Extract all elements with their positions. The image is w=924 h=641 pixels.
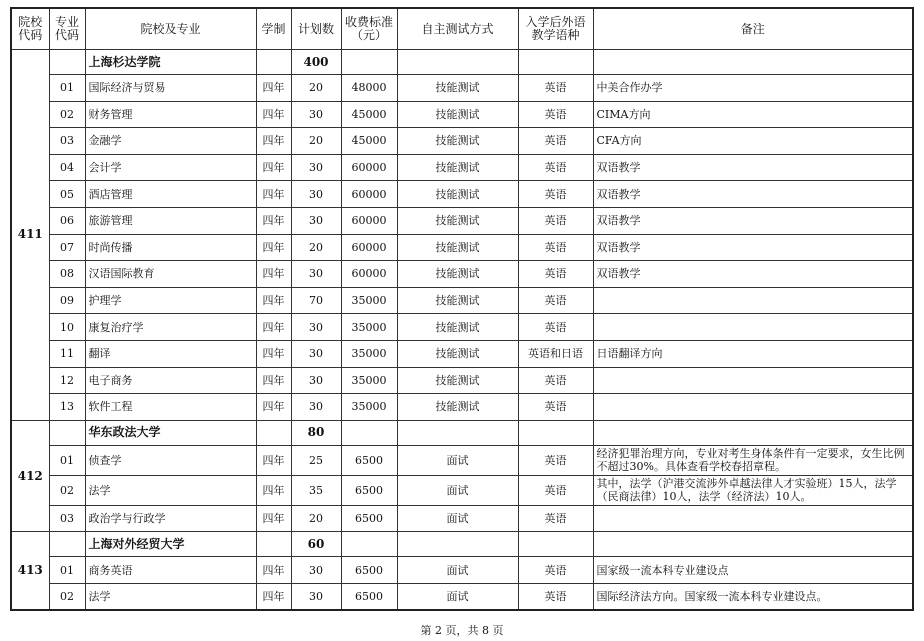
major-code: 01 — [49, 445, 85, 475]
major-name: 护理学 — [85, 287, 256, 314]
test-method: 技能测试 — [397, 287, 518, 314]
plan-count: 70 — [291, 287, 341, 314]
plan-count: 30 — [291, 394, 341, 421]
major-name: 会计学 — [85, 154, 256, 181]
major-row — [11, 101, 913, 128]
school-plan: 80 — [291, 420, 341, 445]
major-name: 翻译 — [85, 340, 256, 367]
test-method: 技能测试 — [397, 261, 518, 288]
test-method: 技能测试 — [397, 234, 518, 261]
plan-count: 30 — [291, 207, 341, 234]
note: 国家级一流本科专业建设点 — [593, 557, 913, 584]
major-name: 法学 — [85, 583, 256, 610]
cell — [49, 50, 85, 75]
major-row — [11, 314, 913, 341]
major-name: 软件工程 — [85, 394, 256, 421]
major-code: 01 — [49, 557, 85, 584]
school-code: 412 — [11, 420, 49, 532]
plan-count: 20 — [291, 505, 341, 532]
language: 英语 — [518, 181, 593, 208]
tuition: 35000 — [341, 340, 397, 367]
column-header: 自主测试方式 — [397, 8, 518, 50]
test-method: 技能测试 — [397, 128, 518, 155]
school-name: 上海杉达学院 — [85, 50, 256, 75]
major-code: 05 — [49, 181, 85, 208]
duration: 四年 — [256, 367, 291, 394]
major-name: 电子商务 — [85, 367, 256, 394]
tuition: 60000 — [341, 154, 397, 181]
major-code: 07 — [49, 234, 85, 261]
language: 英语 — [518, 207, 593, 234]
school-row — [11, 50, 913, 75]
school-plan: 400 — [291, 50, 341, 75]
cell — [341, 50, 397, 75]
duration: 四年 — [256, 75, 291, 102]
duration: 四年 — [256, 340, 291, 367]
major-row — [11, 367, 913, 394]
major-code: 06 — [49, 207, 85, 234]
major-row — [11, 128, 913, 155]
language: 英语 — [518, 557, 593, 584]
cell — [593, 420, 913, 445]
cell — [518, 532, 593, 557]
major-name: 财务管理 — [85, 101, 256, 128]
language: 英语 — [518, 505, 593, 532]
school-name: 上海对外经贸大学 — [85, 532, 256, 557]
test-method: 面试 — [397, 557, 518, 584]
note: 国际经济法方向。国家级一流本科专业建设点。 — [593, 583, 913, 610]
tuition: 6500 — [341, 505, 397, 532]
plan-count: 35 — [291, 475, 341, 505]
column-header: 备注 — [593, 8, 913, 50]
test-method: 技能测试 — [397, 340, 518, 367]
cell — [593, 532, 913, 557]
school-name: 华东政法大学 — [85, 420, 256, 445]
cell — [397, 50, 518, 75]
language: 英语 — [518, 234, 593, 261]
test-method: 面试 — [397, 583, 518, 610]
note: 经济犯罪治理方向，专业对考生身体条件有一定要求，女生比例不超过30%。具体查看学校春招章程。 — [593, 445, 913, 475]
test-method: 面试 — [397, 475, 518, 505]
tuition: 60000 — [341, 234, 397, 261]
duration: 四年 — [256, 557, 291, 584]
cell — [397, 420, 518, 445]
plan-count: 30 — [291, 181, 341, 208]
cell — [593, 50, 913, 75]
major-code: 02 — [49, 475, 85, 505]
major-row — [11, 340, 913, 367]
test-method: 技能测试 — [397, 314, 518, 341]
major-name: 酒店管理 — [85, 181, 256, 208]
plan-count: 30 — [291, 557, 341, 584]
plan-count: 30 — [291, 340, 341, 367]
column-header: 学制 — [256, 8, 291, 50]
note: 双语教学 — [593, 234, 913, 261]
duration: 四年 — [256, 181, 291, 208]
cell — [518, 420, 593, 445]
column-header: 院校代码 — [11, 8, 49, 50]
major-row — [11, 75, 913, 102]
major-code: 02 — [49, 101, 85, 128]
page-footer: 第 2 页，共 8 页 — [420, 624, 504, 637]
school-row — [11, 420, 913, 445]
duration: 四年 — [256, 505, 291, 532]
major-name: 侦查学 — [85, 445, 256, 475]
school-row — [11, 532, 913, 557]
tuition: 6500 — [341, 475, 397, 505]
major-row — [11, 505, 913, 532]
note: CFA方向 — [593, 128, 913, 155]
major-code: 09 — [49, 287, 85, 314]
tuition: 6500 — [341, 557, 397, 584]
tuition: 35000 — [341, 367, 397, 394]
plan-count: 30 — [291, 261, 341, 288]
cell — [256, 420, 291, 445]
test-method: 面试 — [397, 505, 518, 532]
duration: 四年 — [256, 101, 291, 128]
language: 英语 — [518, 154, 593, 181]
language: 英语 — [518, 475, 593, 505]
major-code: 02 — [49, 583, 85, 610]
school-code: 413 — [11, 532, 49, 610]
major-row — [11, 181, 913, 208]
cell — [341, 420, 397, 445]
plan-count: 30 — [291, 154, 341, 181]
plan-count: 30 — [291, 583, 341, 610]
note: 日语翻译方向 — [593, 340, 913, 367]
school-plan: 60 — [291, 532, 341, 557]
column-header: 专业代码 — [49, 8, 85, 50]
language: 英语 — [518, 261, 593, 288]
test-method: 技能测试 — [397, 367, 518, 394]
tuition: 35000 — [341, 287, 397, 314]
language: 英语 — [518, 394, 593, 421]
tuition: 6500 — [341, 445, 397, 475]
test-method: 面试 — [397, 445, 518, 475]
cell — [49, 420, 85, 445]
duration: 四年 — [256, 207, 291, 234]
note — [593, 367, 913, 394]
major-name: 时尚传播 — [85, 234, 256, 261]
note: 双语教学 — [593, 207, 913, 234]
plan-count: 20 — [291, 75, 341, 102]
major-name: 法学 — [85, 475, 256, 505]
major-row — [11, 475, 913, 505]
note: 中美合作办学 — [593, 75, 913, 102]
tuition: 60000 — [341, 181, 397, 208]
language: 英语 — [518, 287, 593, 314]
major-code: 10 — [49, 314, 85, 341]
tuition: 60000 — [341, 261, 397, 288]
major-name: 汉语国际教育 — [85, 261, 256, 288]
major-name: 康复治疗学 — [85, 314, 256, 341]
test-method: 技能测试 — [397, 181, 518, 208]
test-method: 技能测试 — [397, 75, 518, 102]
duration: 四年 — [256, 583, 291, 610]
column-header: 收费标准（元） — [341, 8, 397, 50]
duration: 四年 — [256, 154, 291, 181]
note: 双语教学 — [593, 261, 913, 288]
language: 英语 — [518, 367, 593, 394]
plan-count: 20 — [291, 128, 341, 155]
note — [593, 314, 913, 341]
duration: 四年 — [256, 394, 291, 421]
language: 英语 — [518, 583, 593, 610]
major-code: 01 — [49, 75, 85, 102]
language: 英语 — [518, 314, 593, 341]
note: 双语教学 — [593, 154, 913, 181]
major-row — [11, 445, 913, 475]
cell — [397, 532, 518, 557]
major-row — [11, 207, 913, 234]
plan-count: 20 — [291, 234, 341, 261]
duration: 四年 — [256, 234, 291, 261]
major-row — [11, 557, 913, 584]
tuition: 45000 — [341, 101, 397, 128]
duration: 四年 — [256, 261, 291, 288]
cell — [518, 50, 593, 75]
language: 英语和日语 — [518, 340, 593, 367]
major-code: 08 — [49, 261, 85, 288]
major-code: 12 — [49, 367, 85, 394]
major-row — [11, 154, 913, 181]
admission-table — [10, 7, 914, 611]
note — [593, 394, 913, 421]
language: 英语 — [518, 128, 593, 155]
cell — [49, 532, 85, 557]
major-row — [11, 583, 913, 610]
major-row — [11, 287, 913, 314]
major-code: 03 — [49, 505, 85, 532]
major-name: 商务英语 — [85, 557, 256, 584]
major-name: 金融学 — [85, 128, 256, 155]
duration: 四年 — [256, 314, 291, 341]
column-header: 入学后外语教学语种 — [518, 8, 593, 50]
tuition: 48000 — [341, 75, 397, 102]
note: 其中，法学（沪港交流涉外卓越法律人才实验班）15人，法学（民商法律）10人，法学（经济法）10人。 — [593, 475, 913, 505]
major-name: 政治学与行政学 — [85, 505, 256, 532]
header-row — [11, 8, 913, 50]
note — [593, 287, 913, 314]
test-method: 技能测试 — [397, 101, 518, 128]
duration: 四年 — [256, 128, 291, 155]
note: CIMA方向 — [593, 101, 913, 128]
language: 英语 — [518, 101, 593, 128]
note — [593, 505, 913, 532]
plan-count: 30 — [291, 367, 341, 394]
tuition: 35000 — [341, 314, 397, 341]
column-header: 院校及专业 — [85, 8, 256, 50]
major-code: 11 — [49, 340, 85, 367]
test-method: 技能测试 — [397, 154, 518, 181]
duration: 四年 — [256, 287, 291, 314]
column-header: 计划数 — [291, 8, 341, 50]
major-name: 旅游管理 — [85, 207, 256, 234]
language: 英语 — [518, 75, 593, 102]
major-row — [11, 261, 913, 288]
tuition: 6500 — [341, 583, 397, 610]
plan-count: 30 — [291, 314, 341, 341]
language: 英语 — [518, 445, 593, 475]
note: 双语教学 — [593, 181, 913, 208]
major-row — [11, 394, 913, 421]
duration: 四年 — [256, 475, 291, 505]
cell — [256, 532, 291, 557]
major-code: 13 — [49, 394, 85, 421]
test-method: 技能测试 — [397, 207, 518, 234]
tuition: 45000 — [341, 128, 397, 155]
test-method: 技能测试 — [397, 394, 518, 421]
major-row — [11, 234, 913, 261]
tuition: 35000 — [341, 394, 397, 421]
plan-count: 30 — [291, 101, 341, 128]
major-code: 04 — [49, 154, 85, 181]
cell — [256, 50, 291, 75]
cell — [341, 532, 397, 557]
plan-count: 25 — [291, 445, 341, 475]
tuition: 60000 — [341, 207, 397, 234]
major-name: 国际经济与贸易 — [85, 75, 256, 102]
duration: 四年 — [256, 445, 291, 475]
major-code: 03 — [49, 128, 85, 155]
school-code: 411 — [11, 50, 49, 421]
